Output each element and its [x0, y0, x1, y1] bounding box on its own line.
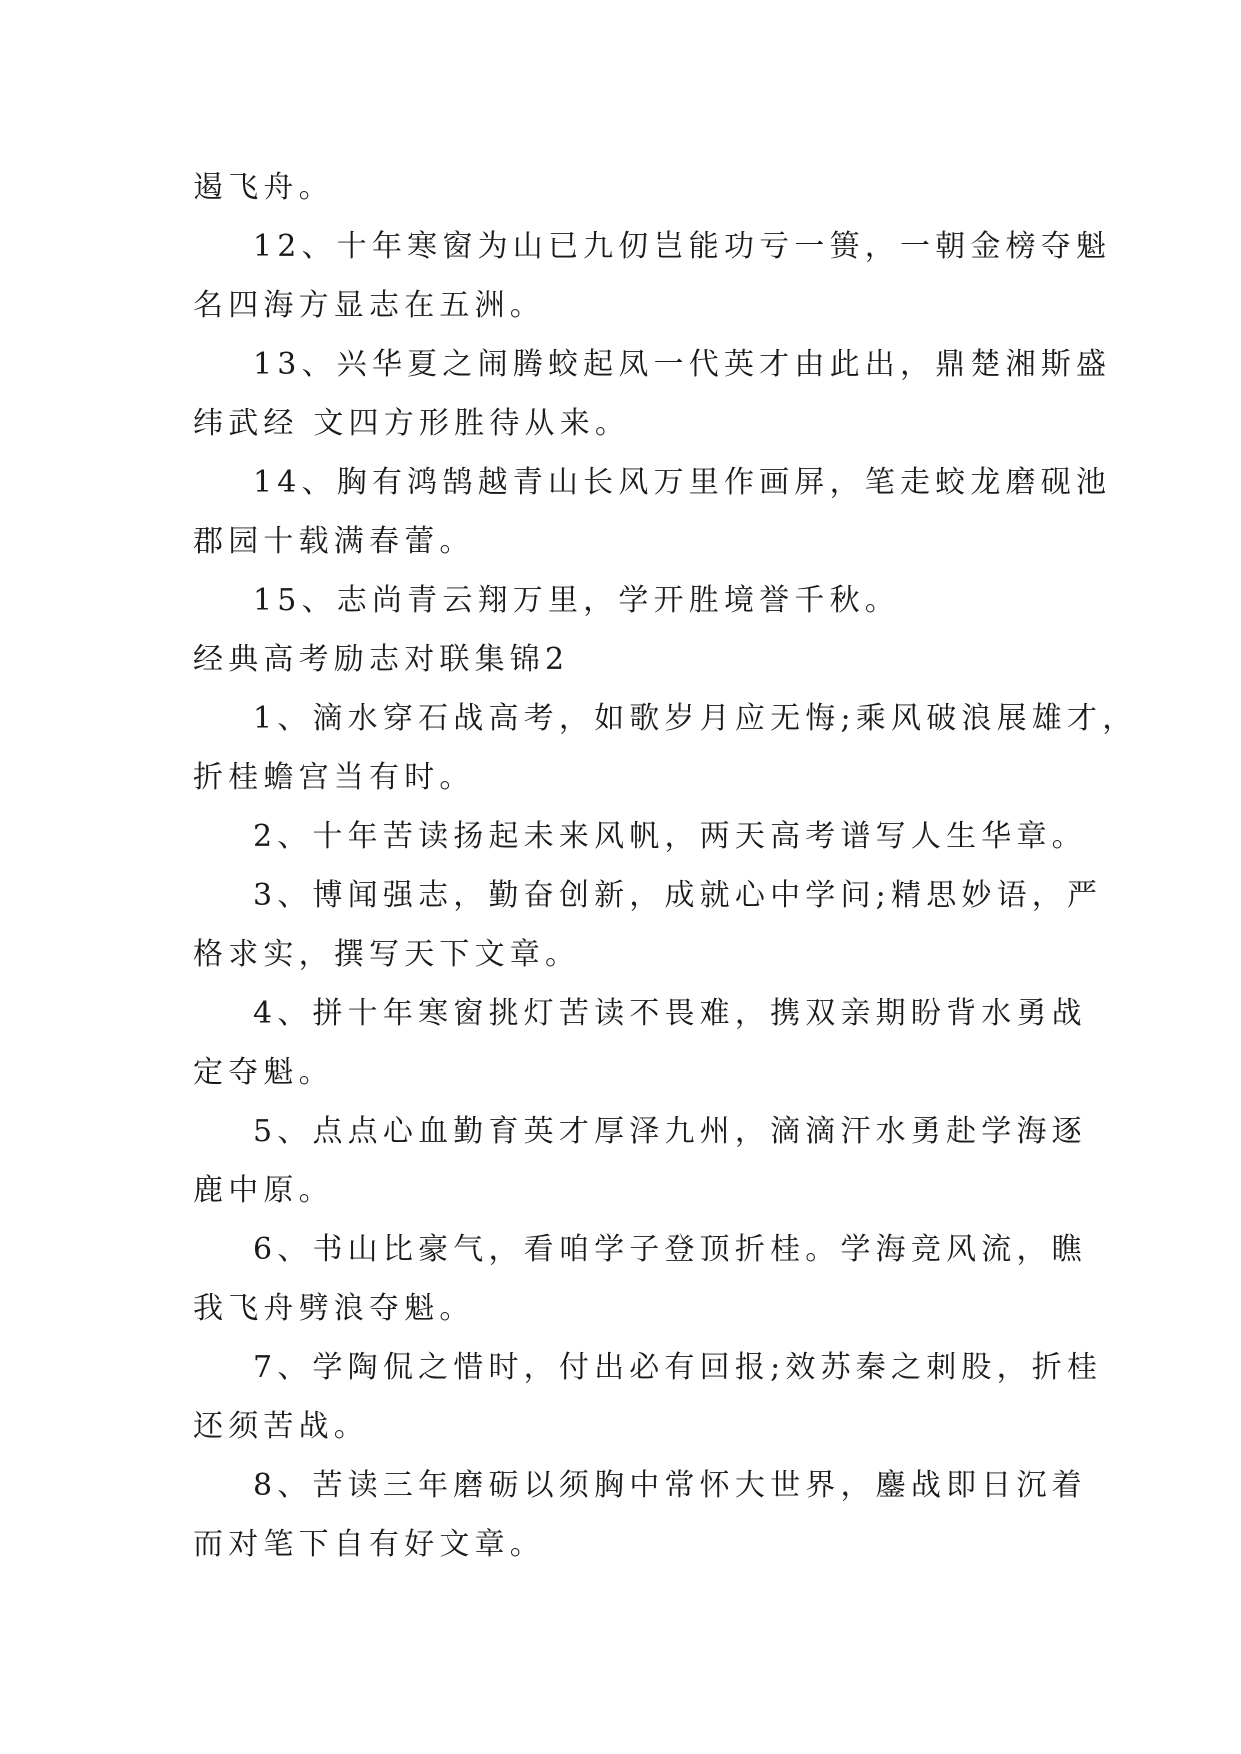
couplet-2-line-1: 2、十年苦读扬起未来风帆，两天高考谱写人生华章。 [253, 819, 1087, 854]
couplet-8-line-1: 8、苦读三年磨砺以须胸中常怀大世界，鏖战即日沉着 [253, 1468, 1087, 1503]
text-line: 遏飞舟。 [193, 170, 334, 205]
couplet-5-line-1: 5、点点心血勤育英才厚泽九州，滴滴汗水勇赴学海逐 [253, 1114, 1087, 1149]
couplet-6-line-1: 6、书山比豪气，看咱学子登顶折桂。学海竞风流，瞧 [253, 1232, 1087, 1267]
couplet-12-line-2: 名四海方显志在五洲。 [193, 288, 545, 323]
couplet-6-line-2: 我飞舟劈浪夺魁。 [193, 1291, 475, 1326]
document-body [193, 158, 1138, 1574]
couplet-3-line-1: 3、博闻强志，勤奋创新，成就心中学问;精思妙语，严 [253, 878, 1103, 913]
couplet-13-line-2: 纬武经 文四方形胜待从来。 [193, 406, 631, 441]
couplet-14-line-1: 14、胸有鸿鹄越青山长风万里作画屏，笔走蛟龙磨砚池 [253, 465, 1112, 500]
couplet-7-line-1: 7、学陶侃之惜时，付出必有回报;效苏秦之刺股，折桂 [253, 1350, 1103, 1385]
couplet-13-line-1: 13、兴华夏之闹腾蛟起凤一代英才由此出，鼎楚湘斯盛 [253, 347, 1112, 382]
couplet-3-line-2: 格求实，撰写天下文章。 [193, 937, 581, 972]
couplet-15-line-1: 15、志尚青云翔万里，学开胜境誉千秋。 [253, 583, 900, 618]
couplet-4-line-1: 4、拼十年寒窗挑灯苦读不畏难，携双亲期盼背水勇战 [253, 996, 1087, 1031]
section-heading: 经典高考励志对联集锦2 [193, 642, 570, 677]
couplet-8-line-2: 而对笔下自有好文章。 [193, 1527, 545, 1562]
couplet-1-line-2: 折桂蟾宫当有时。 [193, 760, 475, 795]
couplet-1-line-1: 1、滴水穿石战高考，如歌岁月应无悔;乘风破浪展雄才， [253, 701, 1138, 736]
couplet-4-line-2: 定夺魁。 [193, 1055, 334, 1090]
couplet-14-line-2: 郡园十载满春蕾。 [193, 524, 475, 559]
couplet-12-line-1: 12、十年寒窗为山已九仞岂能功亏一篑，一朝金榜夺魁 [253, 229, 1112, 264]
couplet-7-line-2: 还须苦战。 [193, 1409, 369, 1444]
couplet-5-line-2: 鹿中原。 [193, 1173, 334, 1208]
